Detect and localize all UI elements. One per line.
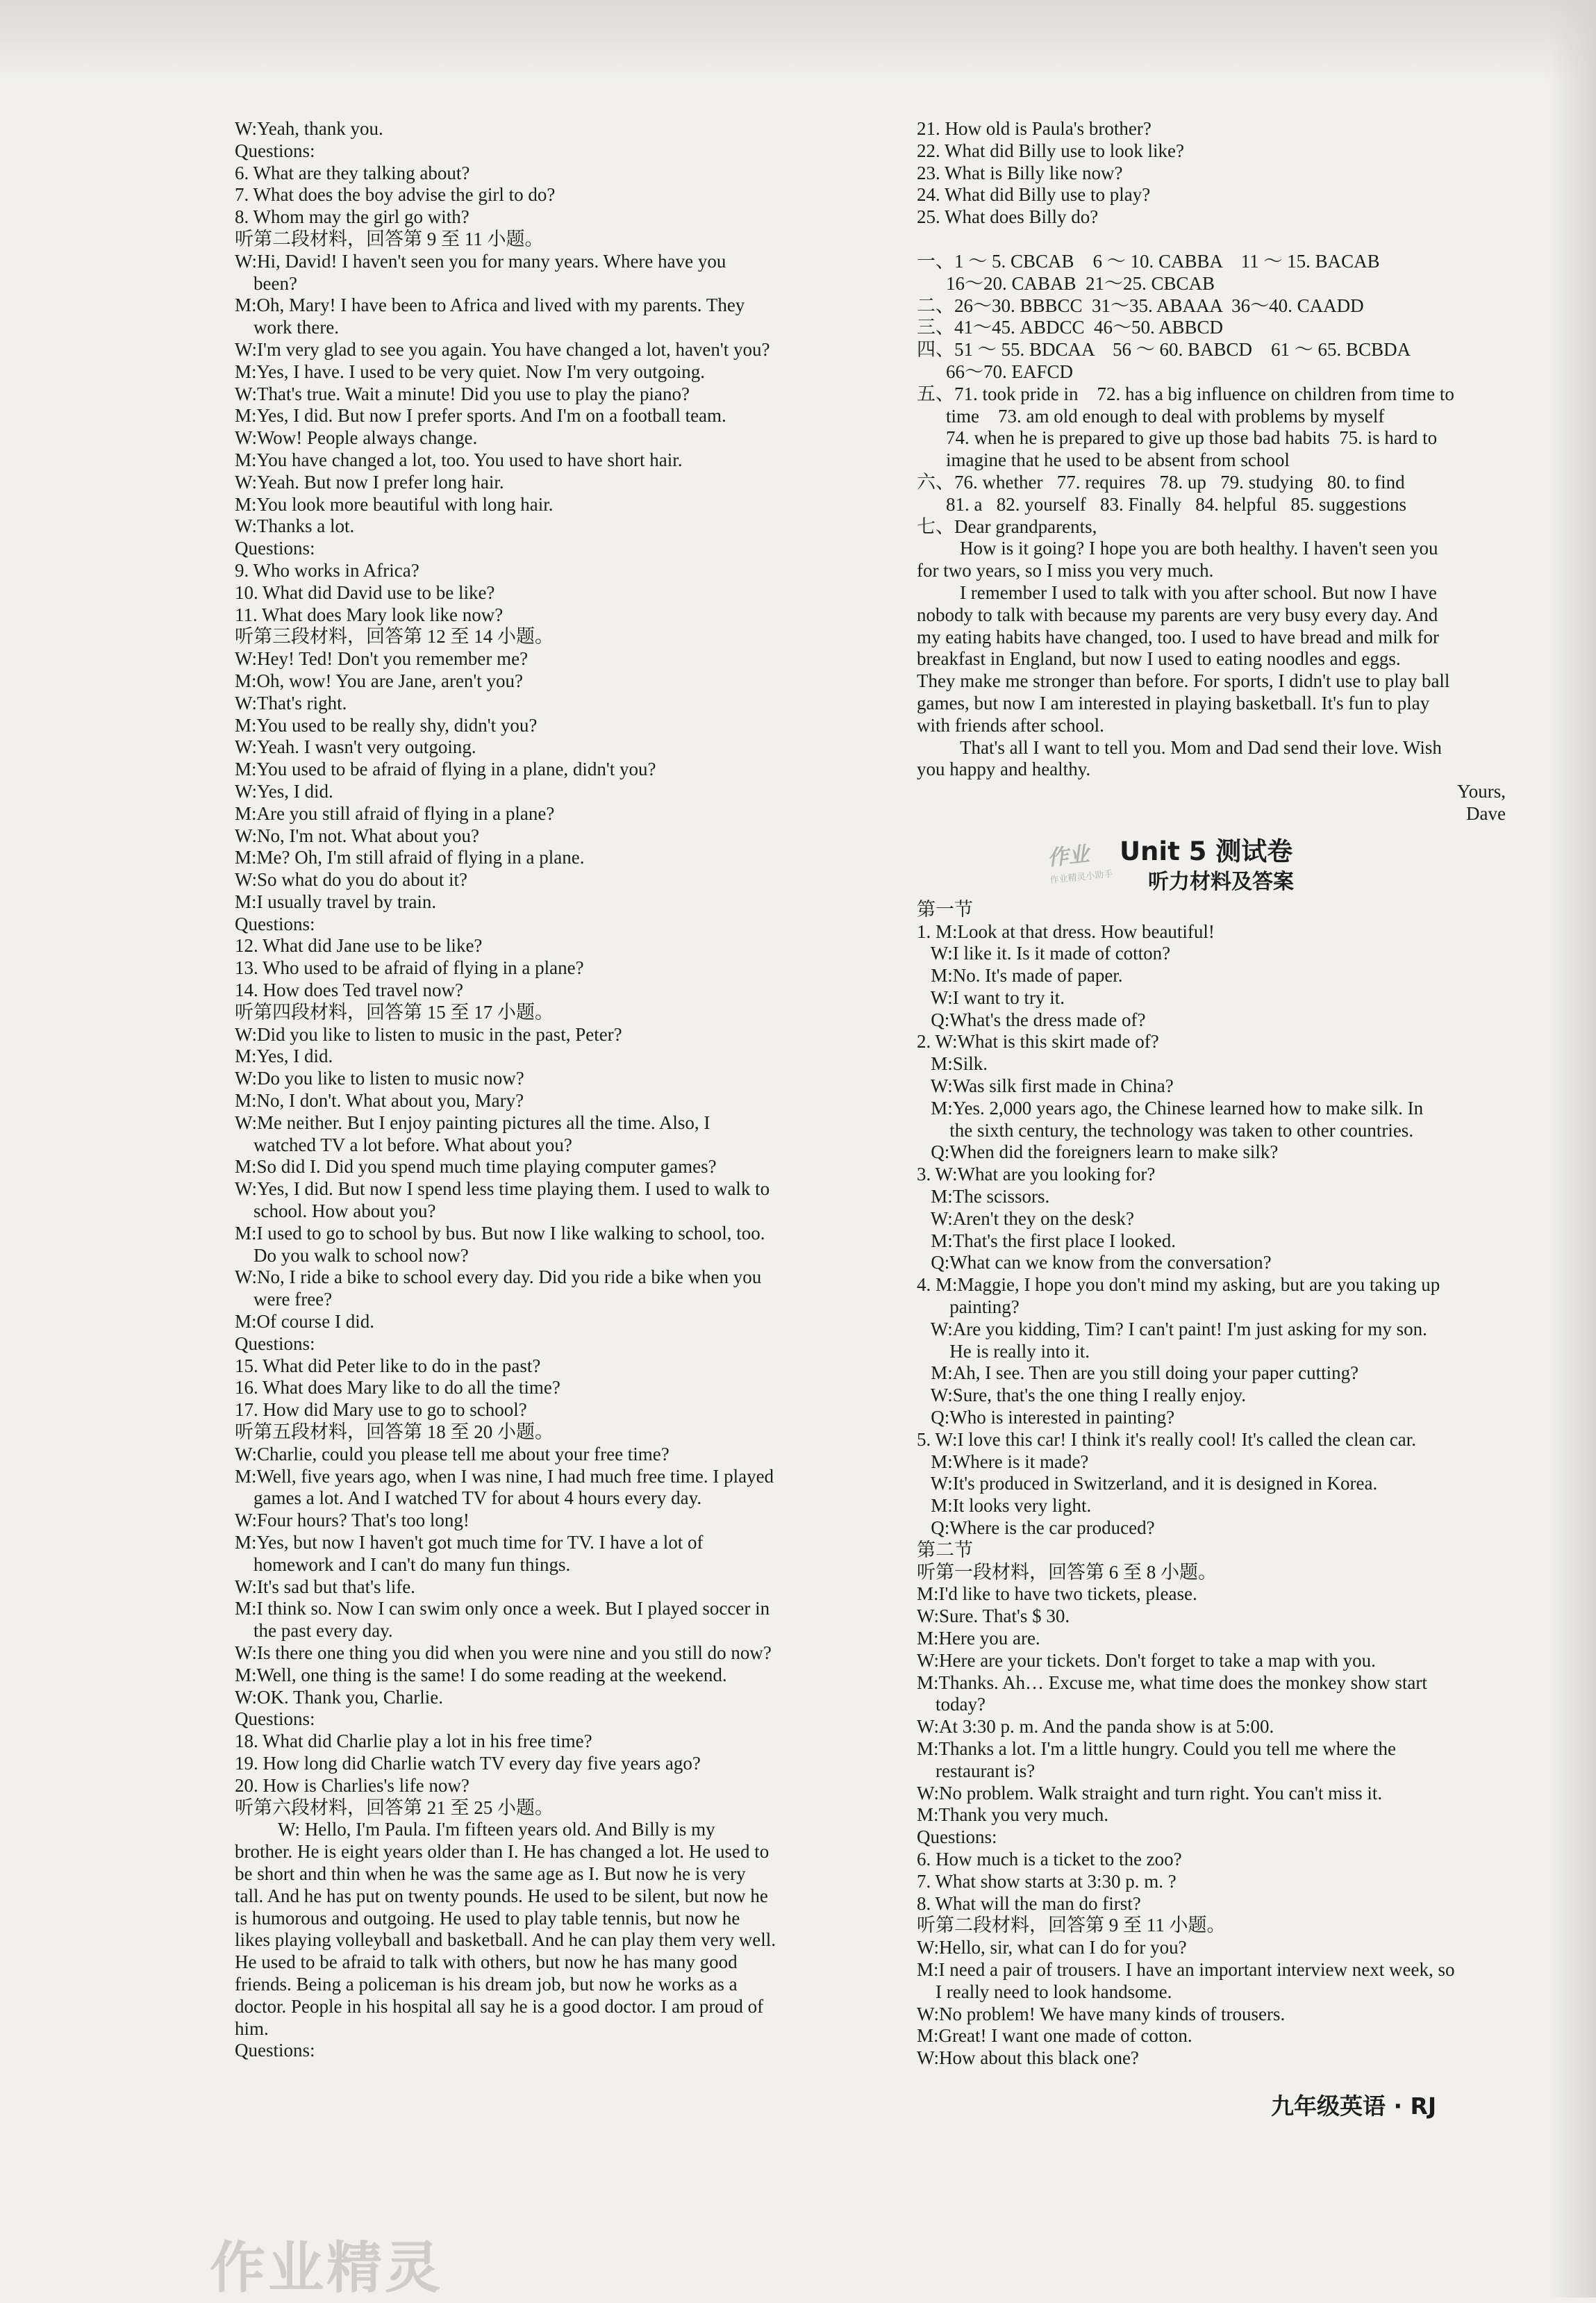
transcript-line: M:So did I. Did you spend much time playing computer games?: [235, 1156, 717, 1178]
transcript-line: M:Are you still afraid of flying in a plane?: [235, 802, 555, 824]
transcript-line: Questions:: [235, 140, 315, 161]
letter-line: How is it going? I hope you are both healthy. I haven't seen you: [960, 538, 1438, 559]
transcript-line: 听第三段材料，回答第 12 至 14 小题。: [235, 626, 554, 647]
text-line: painting?: [917, 1296, 1020, 1318]
transcript-line: 16. What does Mary like to do all the time?: [235, 1377, 560, 1398]
transcript-line: W:So what do you do about it?: [235, 869, 467, 891]
page-footer: 九年级英语 · RJ: [1271, 2092, 1437, 2120]
transcript-line: 8. Whom may the girl go with?: [235, 206, 469, 228]
transcript-line: M:You have changed a lot, too. You used to have short hair.: [235, 449, 683, 470]
transcript-line: 听第六段材料，回答第 21 至 25 小题。: [235, 1797, 554, 1818]
transcript-line: M:Well, five years ago, when I was nine, I had much free time. I played: [235, 1465, 774, 1487]
answer-line: 五、71. took pride in 72. has a big influence on children from time to: [917, 383, 1454, 404]
text-line: M:Here you are.: [917, 1628, 1040, 1649]
text-line: Q:Who is interested in painting?: [917, 1407, 1175, 1428]
text-line: W:Was silk first made in China?: [917, 1075, 1174, 1097]
text-line: M:Yes. 2,000 years ago, the Chinese learned how to make silk. In: [917, 1097, 1424, 1119]
transcript-line: W:Charlie, could you please tell me about your free time?: [235, 1443, 670, 1464]
text-line: M:The scissors.: [917, 1186, 1050, 1207]
text-line: 6. How much is a ticket to the zoo?: [917, 1848, 1182, 1869]
text-line: 5. W:I love this car! I think it's really cool! It's called the clean car.: [917, 1428, 1416, 1450]
transcript-line: M:Oh, wow! You are Jane, aren't you?: [235, 670, 524, 691]
text-line: M:Thanks a lot. I'm a little hungry. Could you tell me where the: [917, 1737, 1396, 1759]
answer-line: 六、76. whether 77. requires 78. up 79. studying 80. to find: [917, 471, 1405, 493]
transcript-line: M:I think so. Now I can swim only once a week. But I played soccer in: [235, 1598, 770, 1619]
transcript-line: W:Yeah. I wasn't very outgoing.: [235, 736, 476, 758]
transcript-line: W:That's true. Wait a minute! Did you use to play the piano?: [235, 383, 690, 404]
text-line: W:At 3:30 p. m. And the panda show is at 5:00.: [917, 1716, 1274, 1737]
transcript-line: Questions:: [235, 1708, 315, 1730]
transcript-line: 听第二段材料，回答第 9 至 11 小题。: [235, 228, 544, 249]
transcript-line: likes playing volleyball and basketball. And he can play them very well.: [235, 1929, 776, 1951]
transcript-line: 7. What does the boy advise the girl to do?: [235, 184, 556, 206]
transcript-line: W:Do you like to listen to music now?: [235, 1068, 524, 1089]
text-line: 3. W:What are you looking for?: [917, 1164, 1156, 1185]
text-line: 23. What is Billy like now?: [917, 162, 1123, 183]
transcript-line: W:Hi, David! I haven't seen you for many years. Where have you: [235, 250, 726, 272]
transcript-line: M:Of course I did.: [235, 1311, 374, 1332]
transcript-line: He used to be afraid to talk with others, but now he has many good: [235, 1951, 738, 1973]
text-line: W:Sure, that's the one thing I really enjoy.: [917, 1385, 1247, 1406]
transcript-line: 听第四段材料，回答第 15 至 17 小题。: [235, 1001, 554, 1023]
letter: [917, 538, 1535, 825]
transcript-line: W:Hey! Ted! Don't you remember me?: [235, 648, 529, 670]
transcript-line: Do you walk to school now?: [235, 1244, 469, 1266]
transcript-line: friends. Being a policeman is his dream job, but now he works as a: [235, 1973, 738, 1995]
text-line: M:Silk.: [917, 1053, 988, 1075]
answer-line: 二、26～30. BBBCC 31～35. ABAAA 36～40. CAADD: [917, 295, 1364, 316]
transcript-line: W:It's sad but that's life.: [235, 1576, 415, 1597]
transcript-line: be short and thin when he was the same age as I. But now he is very: [235, 1863, 746, 1884]
text-line: W:It's produced in Switzerland, and it is designed in Korea.: [917, 1473, 1378, 1494]
letter-line: games, but now I am interested in playing basketball. It's fun to play: [917, 692, 1430, 713]
unit-heading: [917, 831, 1535, 898]
answer-line: 四、51 ～ 55. BDCAA 56 ～ 60. BABCD 61 ～ 65. BCBDA: [917, 339, 1411, 361]
text-line: W:No problem. Walk straight and turn right. You can't miss it.: [917, 1782, 1383, 1803]
text-line: 24. What did Billy use to play?: [917, 184, 1151, 206]
transcript-line: W: Hello, I'm Paula. I'm fifteen years old. And Billy is my: [278, 1819, 715, 1840]
answer-key: [917, 251, 1535, 538]
text-line: M:Thanks. Ah… Excuse me, what time does the monkey show start: [917, 1671, 1427, 1693]
letter-line: you happy and healthy.: [917, 759, 1091, 780]
transcript-line: 9. Who works in Africa?: [235, 559, 419, 581]
text-line: W:I want to try it.: [917, 987, 1065, 1008]
text-line: Questions:: [917, 1826, 997, 1848]
text-line: W:Are you kidding, Tim? I can't paint! I'm just asking for my son.: [917, 1318, 1427, 1339]
text-line: 21. How old is Paula's brother?: [917, 118, 1152, 139]
transcript-line: M:Yes, but now I haven't got much time for TV. I have a lot of: [235, 1532, 704, 1553]
letter-line: for two years, so I miss you very much.: [917, 560, 1214, 581]
transcript-line: were free?: [235, 1289, 333, 1310]
transcript-line: 20. How is Charlies's life now?: [235, 1774, 469, 1796]
transcript-line: M:You used to be really shy, didn't you?: [235, 714, 538, 736]
text-line: 1. M:Look at that dress. How beautiful!: [917, 921, 1215, 942]
text-line: M:Where is it made?: [917, 1451, 1089, 1472]
transcript-line: the past every day.: [235, 1620, 393, 1642]
text-line: 听第一段材料，回答第 6 至 8 小题。: [917, 1561, 1217, 1583]
text-line: M:It looks very light.: [917, 1495, 1092, 1517]
unit-title: Unit 5 测试卷: [1120, 836, 1293, 866]
transcript-line: W:Yeah, thank you.: [235, 118, 383, 139]
transcript-line: W:Thanks a lot.: [235, 515, 355, 537]
transcript-line: 17. How did Mary use to go to school?: [235, 1399, 527, 1421]
text-line: M:I'd like to have two tickets, please.: [917, 1583, 1197, 1605]
transcript-line: work there.: [235, 317, 339, 338]
transcript-line: W:Four hours? That's too long!: [235, 1510, 469, 1531]
text-line: 8. What will the man do first?: [917, 1892, 1141, 1914]
transcript-line: M:You used to be afraid of flying in a plane, didn't you?: [235, 759, 656, 780]
text-line: 听第二段材料，回答第 9 至 11 小题。: [917, 1915, 1226, 1936]
transcript-line: W:Yeah. But now I prefer long hair.: [235, 471, 504, 493]
transcript-line: Questions:: [235, 2040, 315, 2061]
transcript-line: M:I used to go to school by bus. But now I like walking to school, too.: [235, 1222, 765, 1244]
text-line: M:Great! I want one made of cotton.: [917, 2025, 1192, 2047]
unit5-transcript: [917, 899, 1535, 2070]
text-line: 第一节: [917, 898, 973, 920]
transcript-line: M:I usually travel by train.: [235, 891, 437, 912]
text-line: W:Hello, sir, what can I do for you?: [917, 1937, 1187, 1958]
transcript-line: W:OK. Thank you, Charlie.: [235, 1686, 443, 1708]
transcript-line: M:Oh, Mary! I have been to Africa and lived with my parents. They: [235, 295, 745, 316]
transcript-line: M:Well, one thing is the same! I do some reading at the weekend.: [235, 1664, 727, 1685]
watermark-text: 作业精灵: [210, 2235, 443, 2300]
text-line: W:Sure. That's $ 30.: [917, 1606, 1070, 1627]
page-binding-shadow: [1547, 0, 1596, 2297]
text-line: today?: [917, 1694, 986, 1715]
questions-21-25: [917, 118, 1535, 229]
text-line: 25. What does Billy do?: [917, 206, 1099, 228]
transcript-line: W:No, I ride a bike to school every day. Did you ride a bike when you: [235, 1266, 762, 1288]
text-line: M:Thank you very much.: [917, 1804, 1108, 1826]
text-line: 7. What show starts at 3:30 p. m. ?: [917, 1870, 1177, 1892]
transcript-line: brother. He is eight years older than I. He has changed a lot. He used to: [235, 1841, 770, 1863]
transcript-line: Questions:: [235, 538, 315, 559]
letter-line: That's all I want to tell you. Mom and Dad send their love. Wish: [960, 736, 1442, 758]
answer-line: time 73. am old enough to deal with problems by myself: [946, 405, 1385, 427]
text-line: M:No. It's made of paper.: [917, 965, 1123, 987]
transcript-line: M:You look more beautiful with long hair.: [235, 493, 554, 515]
transcript-line: 15. What did Peter like to do in the past?: [235, 1355, 541, 1376]
transcript-line: W:Yes, I did.: [235, 780, 333, 802]
letter-closing: Yours,: [1456, 781, 1506, 802]
letter-line: breakfast in England, but now I used to eating noodles and eggs.: [917, 648, 1401, 670]
transcript-line: 13. Who used to be afraid of flying in a plane?: [235, 957, 584, 979]
spacer: [917, 229, 1535, 251]
transcript-line: W:Is there one thing you did when you were nine and you still do now?: [235, 1642, 772, 1663]
text-line: Q:Where is the car produced?: [917, 1517, 1155, 1539]
text-line: Q:What's the dress made of?: [917, 1009, 1146, 1030]
transcript-line: 12. What did Jane use to be like?: [235, 935, 483, 957]
text-line: He is really into it.: [917, 1340, 1090, 1362]
text-line: 2. W:What is this skirt made of?: [917, 1031, 1159, 1053]
transcript-line: school. How about you?: [235, 1200, 436, 1222]
text-line: 22. What did Billy use to look like?: [917, 140, 1184, 161]
text-line: restaurant is?: [917, 1760, 1036, 1781]
transcript-line: 听第五段材料，回答第 18 至 20 小题。: [235, 1421, 554, 1443]
transcript-line: W:That's right.: [235, 692, 347, 713]
transcript-line: 11. What does Mary look like now?: [235, 604, 504, 625]
answer-line: imagine that he used to be absent from school: [946, 449, 1290, 471]
transcript-line: M:Me? Oh, I'm still afraid of flying in a plane.: [235, 847, 585, 868]
left-column: [235, 118, 854, 2062]
text-line: W:Aren't they on the desk?: [917, 1207, 1135, 1229]
text-line: the sixth century, the technology was taken to other countries.: [917, 1119, 1414, 1141]
transcript-line: 10. What did David use to be like?: [235, 581, 495, 603]
text-line: M:Ah, I see. Then are you still doing your paper cutting?: [917, 1362, 1359, 1384]
text-line: 第二节: [917, 1539, 973, 1560]
transcript-line: homework and I can't do many fun things.: [235, 1553, 571, 1575]
transcript-line: 14. How does Ted travel now?: [235, 980, 464, 1001]
answer-line: 一、1 ～ 5. CBCAB 6 ～ 10. CABBA 11 ～ 15. BACAB: [917, 250, 1380, 272]
text-line: M:That's the first place I looked.: [917, 1230, 1177, 1251]
letter-paragraph: [917, 582, 1535, 737]
letter-line: nobody to talk with because my parents are very busy every day. And: [917, 604, 1438, 625]
answer-line: 74. when he is prepared to give up those bad habits 75. is hard to: [946, 427, 1438, 449]
transcript-line: W:Yes, I did. But now I spend less time playing them. I used to walk to: [235, 1178, 770, 1200]
transcript-line: M:Yes, I have. I used to be very quiet. Now I'm very outgoing.: [235, 361, 706, 382]
answer-line: 16～20. CABAB 21～25. CBCAB: [946, 272, 1215, 294]
watermark-stamp: 作业 作业精灵小助手: [1046, 841, 1114, 886]
transcript-line: been?: [235, 272, 297, 294]
transcript-line: Questions:: [235, 1332, 315, 1354]
answer-line: 81. a 82. yourself 83. Finally 84. helpful 85. suggestions: [946, 493, 1406, 515]
answer-line: 七、Dear grandparents,: [917, 515, 1097, 537]
transcript-line: games a lot. And I watched TV for about 4 hours every day.: [235, 1487, 702, 1509]
letter-signature: Dave: [1466, 802, 1506, 824]
answer-line: 66～70. EAFCD: [946, 361, 1074, 382]
text-line: W:Here are your tickets. Don't forget to take a map with you.: [917, 1649, 1376, 1671]
transcript-line: 18. What did Charlie play a lot in his free time?: [235, 1731, 592, 1752]
transcript-line: W:Wow! People always change.: [235, 427, 478, 449]
letter-line: I remember I used to talk with you after school. But now I have: [960, 581, 1437, 603]
transcript-line: W:I'm very glad to see you again. You have changed a lot, haven't you?: [235, 338, 770, 360]
text-line: Q:When did the foreigners learn to make silk?: [917, 1141, 1279, 1163]
transcript-line: Questions:: [235, 913, 315, 934]
text-line: Q:What can we know from the conversation?: [917, 1252, 1272, 1273]
text-line: I really need to look handsome.: [917, 1981, 1172, 2002]
transcript-line: W:Did you like to listen to music in the past, Peter?: [235, 1023, 622, 1045]
transcript-line: watched TV a lot before. What about you?: [235, 1134, 572, 1155]
transcript-line: is humorous and outgoing. He used to play table tennis, but now he: [235, 1907, 740, 1929]
unit-subtitle: 听力材料及答案: [1148, 869, 1294, 894]
letter-line: my eating habits have changed, too. I used to have bread and milk for: [917, 626, 1440, 647]
text-line: 4. M:Maggie, I hope you don't mind my asking, but are you taking up: [917, 1274, 1440, 1296]
transcript-line: W:Me neither. But I enjoy painting pictures all the time. Also, I: [235, 1112, 710, 1133]
letter-line: They make me stronger than before. For sports, I didn't use to play ball: [917, 670, 1450, 692]
text-line: W:I like it. Is it made of cotton?: [917, 943, 1171, 964]
page-edge-shadow: [0, 0, 1596, 83]
transcript-line: him.: [235, 2017, 269, 2039]
transcript-line: W:No, I'm not. What about you?: [235, 825, 480, 846]
answer-line: 三、41～45. ABDCC 46～50. ABBCD: [917, 317, 1224, 338]
right-column: [917, 118, 1535, 2070]
transcript-line: doctor. People in his hospital all say he is a good doctor. I am proud of: [235, 1995, 764, 2017]
transcript-line: M:No, I don't. What about you, Mary?: [235, 1090, 524, 1112]
text-line: W:No problem! We have many kinds of trousers.: [917, 2003, 1286, 2024]
letter-line: with friends after school.: [917, 714, 1104, 736]
transcript-line: 19. How long did Charlie watch TV every day five years ago?: [235, 1752, 701, 1774]
transcript-line: 6. What are they talking about?: [235, 162, 470, 183]
transcript-line: tall. And he has put on twenty pounds. He used to be silent, but now he: [235, 1885, 768, 1906]
transcript-line: M:Yes, I did.: [235, 1046, 333, 1067]
transcript-line: M:Yes, I did. But now I prefer sports. And I'm on a football team.: [235, 405, 726, 427]
text-line: W:How about this black one?: [917, 2047, 1139, 2069]
text-line: M:I need a pair of trousers. I have an important interview next week, so: [917, 1958, 1455, 1980]
